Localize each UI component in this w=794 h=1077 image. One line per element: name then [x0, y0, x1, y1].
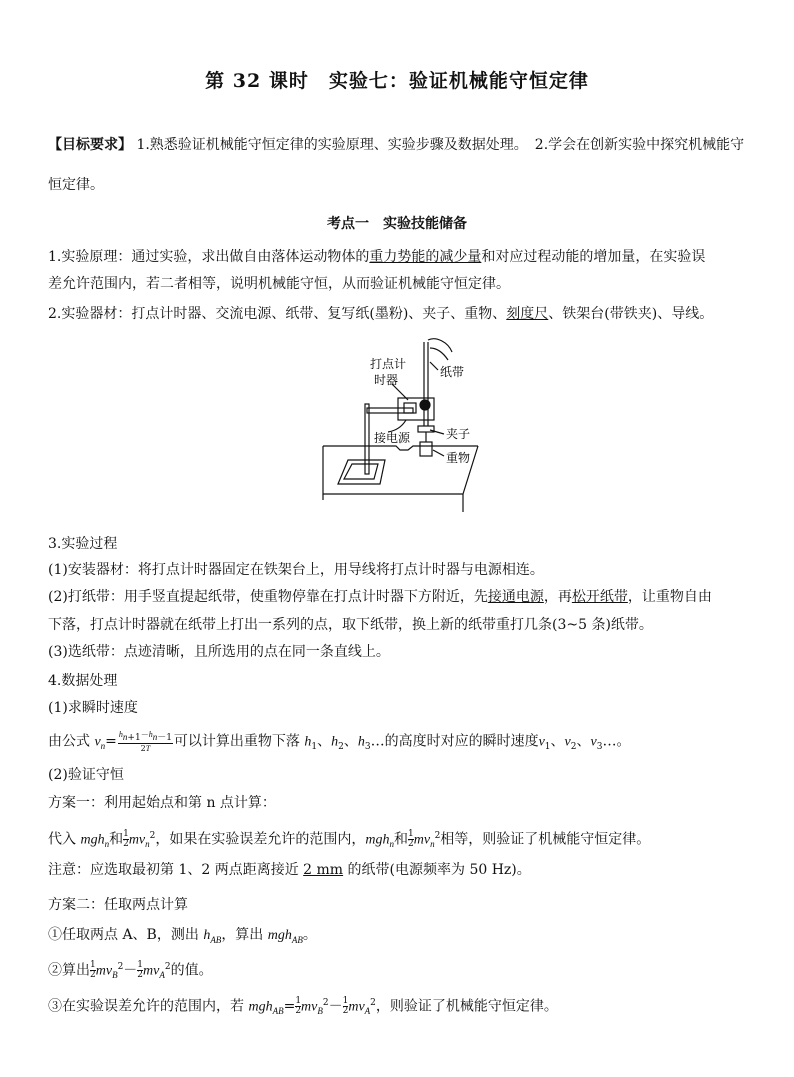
- plan-two-step-3: ③在实验误差允许的范围内，若 mgh$_{AB}$= $\frac{1}{2}$ $mv_B^2-$ $\frac{1}{2}$ $mv_A^2$，则验证了机械能守恒定律。: [48, 996, 558, 1017]
- underlined-term: 重力势能的减少量: [369, 249, 482, 265]
- equipment-line: 2.实验器材：打点计时器、交流电源、纸带、复写纸(墨粉)、夹子、重物、刻度尺、铁架台(带铁夹)、导线。: [48, 306, 714, 322]
- label-power: 接电源: [374, 431, 411, 445]
- label-timer: 打点计: [370, 357, 407, 371]
- process-install: (1)安装器材：将打点计时器固定在铁架台上，用导线将打点计时器与电源相连。: [48, 562, 544, 578]
- principle-line-2: 差允许范围内，若二者相等，说明机械能守恒，从而验证机械能守恒定律。: [48, 276, 510, 292]
- process-select: (3)选纸带：点迹清晰，且所选用的点在同一条直线上。: [48, 644, 390, 660]
- label-weight: 重物: [446, 451, 471, 465]
- instant-velocity-heading: (1)求瞬时速度: [48, 700, 138, 716]
- principle-line-1: 1.实验原理：通过实验，求出做自由落体运动物体的重力势能的减少量和对应过程动能的增加量，在实验误: [48, 249, 706, 265]
- note-line: 注意：应选取最初第 1、2 两点距离接近 2 mm 的纸带(电源频率为 50 Hz)。: [48, 862, 531, 878]
- substitution-line: 代入 mgh$_n$和 $\frac{1}{2}$ $mv_n^2$，如果在实验误差允许的范围内，mgh$_n$和 $\frac{1}{2}$ $mv_n^2$相等，则验证了机械能守恒定律。: [48, 829, 651, 850]
- goals-line-1: 【目标要求】 1.熟悉验证机械能守恒定律的实验原理、实验步骤及数据处理。 2.学会在创新实验中探究机械能守: [48, 137, 745, 153]
- process-tape-line-2: 下落，打点计时器就在纸带上打出一系列的点，取下纸带，换上新的纸带重打几条(3~5 条)纸带。: [48, 617, 653, 633]
- goals-line-2: 恒定律。: [48, 177, 104, 193]
- page-title: 第 32 课时 实验七：验证机械能守恒定律: [205, 70, 589, 92]
- plan-two-step-2: ②算出 $\frac{1}{2}$ $mv_B^2-$ $\frac{1}{2}$ $mv_A^2$的值。: [48, 960, 213, 981]
- underlined-term: 松开纸带: [571, 589, 628, 605]
- apparatus-figure: [318, 334, 488, 520]
- process-tape-line-1: (2)打纸带：用手竖直提起纸带，使重物停靠在打点计时器下方附近，先接通电源，再松开纸带，让重物自由: [48, 589, 712, 605]
- verify-heading: (2)验证守恒: [48, 767, 124, 783]
- plan-two-step-1: ①任取两点 A、B，测出 $h_{AB}$，算出 mgh$_{AB}$。: [48, 927, 317, 945]
- underlined-term: 2 mm: [303, 862, 344, 878]
- underlined-term: 接通电源: [487, 589, 544, 605]
- plan-one: 方案一：利用起始点和第 n 点计算：: [48, 795, 276, 811]
- label-clip: 夹子: [446, 427, 471, 441]
- svg-text:时器: 时器: [374, 373, 399, 387]
- label-tape: 纸带: [440, 365, 465, 379]
- goals-label: 【目标要求】: [48, 137, 132, 153]
- plan-two: 方案二：任取两点计算: [48, 897, 188, 913]
- data-heading: 4.数据处理: [48, 673, 118, 689]
- underlined-term: 刻度尺: [506, 306, 549, 322]
- process-heading: 3.实验过程: [48, 536, 118, 552]
- section-heading: 考点一 实验技能储备: [327, 216, 467, 232]
- velocity-formula-line: 由公式 $v_n=$ $\frac{h_{n+1}-h_{n-1}}{2T}$ 可以计算出重物下落 $h_1$、$h_2$、$h_3\dots$的高度时对应的瞬时速度$v_1$、$v_2$、$v_3\dots$。: [48, 730, 631, 753]
